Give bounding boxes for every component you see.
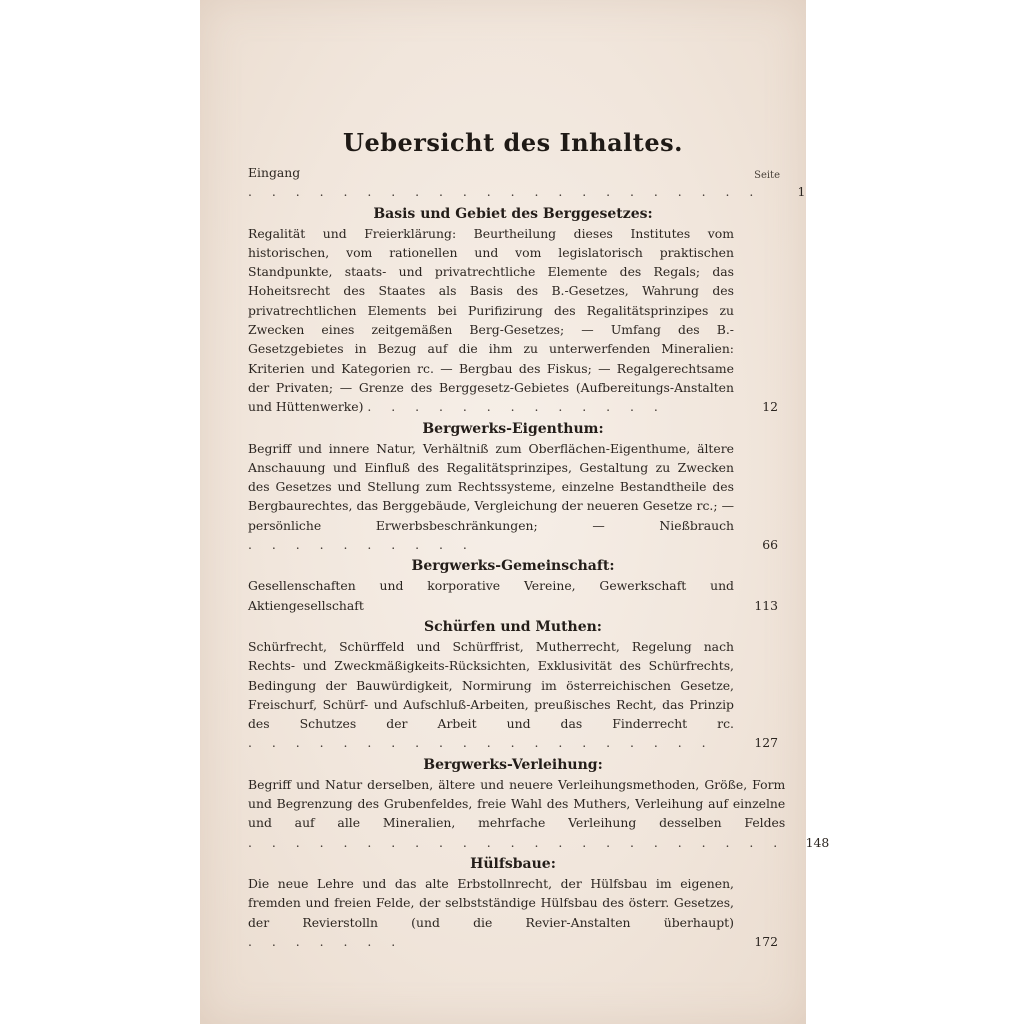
toc-entry-row bbox=[248, 576, 778, 615]
toc-entry-text: Begriff und innere Natur, Verhältniß zum Oberflächen-Eigenthume, ältere Anschauung und Einfluß des Regalitätsprinzipes, Gestaltung zu Zwecken des Gesetzes und Stellung zum Rechtssysteme, einzelne Bestandtheile des Bergbaurechtes, das Berggebäude, Vergleichung der neueren Gesetze rc.; — persönliche Erwerbsbeschränkungen; — Nießbrauch bbox=[248, 440, 734, 533]
toc-entry-eingang bbox=[248, 163, 806, 202]
toc-entry-huelfsbaue bbox=[248, 856, 778, 951]
toc-entry-text: Begriff und Natur derselben, ältere und neuere Verleihungsmethoden, Größe, Form und Begrenzung des Grubenfeldes, freie Wahl des Muthers, Verleihung auf einzelne und auf alle Mineralien, mehrfache Verleihung desselben Feldes bbox=[248, 776, 786, 831]
section-heading: Basis und Gebiet des Berggesetzes: bbox=[373, 205, 653, 222]
toc-entry-row bbox=[248, 163, 806, 202]
section-heading: Bergwerks-Verleihung: bbox=[423, 756, 603, 773]
toc-entry-text: Regalität und Freierklärung: Beurtheilung dieses Institutes vom historischen, vom rationellen und vom legislatorisch praktischen Standpunkte, staats- und privatrechtliche Elemente des Regals; das Hoheitsrecht des Staates als Basis des B.-Gesetzes, Wahrung des privatrechtlichen Elements bei Purifizirung des Regalitätsprinzipes zu Zwecken eines zeitgemäßen Berg-Gesetzes; — Umfang des B.-Gesetzgebietes in Bezug auf die ihm zu unterwerfenden Mineralien: Kriterien und Kategorien rc. — Bergbau des Fiskus; — Regalgerechtsame der Privaten; — Grenze des Berggesetz-Gebietes (Aufbereitungs-Anstalten und Hüttenwerke) bbox=[248, 225, 734, 415]
book-page bbox=[200, 0, 830, 1024]
toc-page-number: 12 bbox=[762, 399, 778, 415]
toc-entry-text: Eingang bbox=[248, 165, 301, 180]
toc-entry-basis bbox=[248, 206, 778, 417]
toc-page-number: 66 bbox=[762, 537, 778, 553]
toc-page-number: 148 bbox=[805, 834, 830, 850]
toc-entry-row bbox=[248, 224, 778, 417]
leader-dots: . . . . . . . . . . . . . bbox=[367, 399, 666, 415]
page-column-header: Seite bbox=[754, 170, 780, 181]
toc-page-number: 127 bbox=[754, 735, 778, 751]
toc-entry-gemeinschaft bbox=[248, 558, 778, 615]
toc-entry-row bbox=[248, 874, 778, 951]
section-heading: Bergwerks-Eigenthum: bbox=[422, 420, 604, 437]
section-heading: Bergwerks-Gemeinschaft: bbox=[411, 558, 615, 575]
toc-entry-text: Gesellenschaften und korporative Vereine, Gewerkschaft und Aktiengesellschaft bbox=[248, 578, 734, 613]
toc-entry-text: Schürfrecht, Schürffeld und Schürffrist, Mutherrecht, Regelung nach Rechts- und Zweckmäßigkeits-Rücksichten, Exklusivität des Schürfrechts, Bedingung der Bauwürdigkeit, Normirung im österreichischen Gesetze, Freischurf, Schürf- und Aufschluß-Arbeiten, preußisches Recht, das Prinzip des Schutzes der Arbeit und das Finderrecht rc. bbox=[248, 638, 734, 732]
toc-page-number: 113 bbox=[754, 597, 778, 613]
toc-entry-row bbox=[248, 439, 778, 555]
page-title: Uebersicht des Inhaltes. bbox=[343, 128, 683, 157]
leader-dots: . . . . . . . bbox=[248, 933, 404, 949]
leader-dots: . . . . . . . . . . . . . . . . . . . . bbox=[248, 735, 714, 751]
leader-dots: . . . . . . . . . . . . . . . . . . . . . . . bbox=[248, 834, 786, 850]
toc-entry-row bbox=[248, 637, 778, 753]
toc-entry-verleihung bbox=[248, 756, 830, 852]
toc-entry-text: Die neue Lehre und das alte Erbstollnrecht, der Hülfsbau im eigenen, fremden und freien Felde, der selbstständige Hülfsbau des österr. Gesetzes, der Revierstolln (und die Revier-Anstalten überhaupt) bbox=[248, 875, 734, 930]
toc-entry-row bbox=[248, 775, 830, 852]
toc-page-number: 172 bbox=[754, 933, 778, 949]
toc-page-number: 1 bbox=[797, 184, 806, 200]
table-of-contents bbox=[248, 128, 830, 951]
leader-dots: . . . . . . . . . . bbox=[248, 537, 475, 553]
section-heading: Hülfsbaue: bbox=[470, 855, 556, 872]
toc-entry-schuerfen bbox=[248, 619, 778, 753]
section-heading: Schürfen und Muthen: bbox=[424, 618, 602, 635]
toc-entry-eigenthum bbox=[248, 421, 778, 555]
leader-dots: . . . . . . . . . . . . . . . . . . . . . . bbox=[248, 184, 762, 200]
